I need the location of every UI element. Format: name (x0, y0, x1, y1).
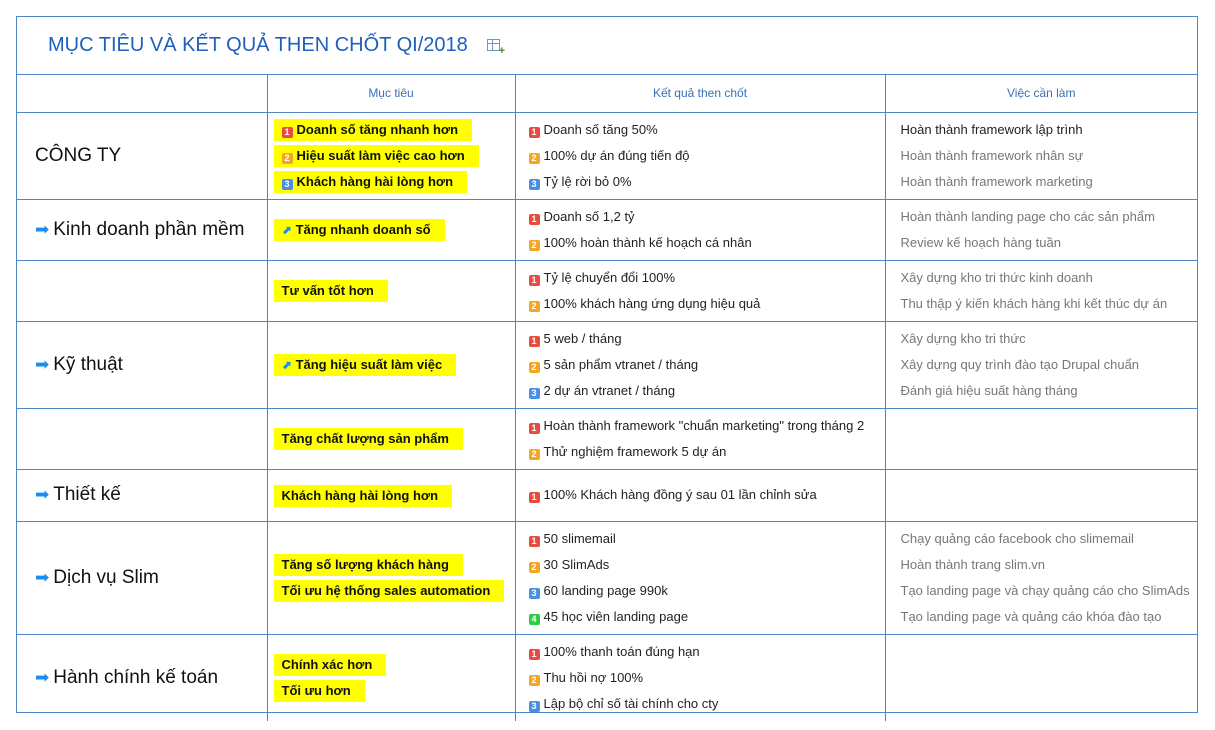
objective-highlight (274, 428, 463, 450)
department-name: CÔNG TY (35, 144, 122, 166)
objective-highlight (274, 485, 453, 507)
task-item[interactable]: Tạo landing page và chạy quảng cáo cho SlimAds (900, 582, 1190, 598)
number-badge: 1 (529, 336, 540, 347)
department-cell (17, 321, 267, 408)
key-result-text: Tỷ lệ rời bỏ 0% (543, 173, 632, 189)
tasks-cell (885, 199, 1197, 260)
key-results-cell (515, 469, 885, 521)
objective-text: Doanh số tăng nhanh hơn (296, 122, 459, 138)
tasks-cell (885, 321, 1197, 408)
objective-highlight (274, 171, 468, 193)
task-item[interactable]: Review kế hoạch hàng tuần (900, 234, 1061, 250)
key-result-item (529, 204, 885, 230)
key-result-text: Tỷ lệ chuyển đổi 100% (543, 269, 676, 285)
objective-item (274, 217, 515, 243)
task-item[interactable]: Đánh giá hiệu suất hàng tháng (900, 382, 1078, 398)
number-badge: 2 (529, 153, 540, 164)
number-badge: 1 (529, 649, 540, 660)
number-badge: 3 (529, 701, 540, 712)
key-result-item (529, 526, 885, 552)
objectives-cell (267, 408, 515, 469)
key-result-text: 2 dự án vtranet / tháng (543, 382, 676, 398)
key-result-item (529, 117, 885, 143)
objectives-cell (267, 321, 515, 408)
key-result-item (529, 439, 885, 465)
number-badge: 1 (529, 492, 540, 503)
objective-text: Hiệu suất làm việc cao hơn (296, 148, 465, 164)
objective-item (274, 117, 515, 143)
table-row (17, 260, 1197, 321)
department-cell (17, 260, 267, 321)
department-cell (17, 469, 267, 521)
key-result-item (529, 169, 885, 195)
objective-highlight (274, 680, 365, 702)
key-result-text: 5 sản phẩm vtranet / tháng (543, 356, 699, 372)
okr-table (17, 75, 1197, 721)
tasks-cell (885, 112, 1197, 199)
key-result-text: Thu hồi nợ 100% (543, 669, 644, 685)
number-badge: 2 (529, 301, 540, 312)
key-result-text: 50 slimemail (543, 530, 616, 546)
key-results-cell (515, 260, 885, 321)
key-results-cell (515, 521, 885, 634)
key-result-item (529, 143, 885, 169)
number-badge: 1 (529, 536, 540, 547)
objective-item (274, 482, 515, 508)
objective-text: Chính xác hơn (281, 657, 373, 673)
key-result-item (529, 691, 885, 717)
right-arrow-icon: ➡ (35, 567, 50, 587)
task-item[interactable]: Thu thập ý kiến khách hàng khi kết thúc dự án (900, 295, 1168, 311)
task-item[interactable]: Hoàn thành framework nhân sự (900, 147, 1084, 163)
department-cell (17, 199, 267, 260)
department-cell (17, 112, 267, 199)
key-results-cell (515, 112, 885, 199)
number-badge: 1 (282, 127, 293, 138)
objective-item (274, 652, 515, 678)
okr-panel (16, 16, 1198, 713)
header-key-results: Kết quả then chốt (515, 75, 885, 112)
objective-text: Tư vấn tốt hơn (281, 283, 374, 299)
objective-item (274, 578, 515, 604)
key-result-text: Thử nghiệm framework 5 dự án (543, 443, 727, 459)
number-badge: 3 (529, 388, 540, 399)
key-result-text: Doanh số tăng 50% (543, 121, 658, 137)
objective-highlight (274, 119, 473, 141)
tasks-cell (885, 408, 1197, 469)
objective-text: Khách hàng hài lòng hơn (281, 487, 439, 503)
department-cell (17, 408, 267, 469)
objective-item (274, 426, 515, 452)
number-badge: 2 (529, 562, 540, 573)
objective-highlight (274, 354, 457, 376)
right-arrow-icon: ➡ (35, 485, 50, 504)
task-item[interactable]: Hoàn thành framework lập trình (900, 121, 1083, 137)
objective-text: Tăng nhanh doanh số (295, 222, 431, 238)
objective-highlight (274, 219, 445, 241)
key-result-text: Doanh số 1,2 tỷ (543, 208, 635, 224)
department-name: Kỹ thuật (53, 353, 123, 375)
key-result-text: 60 landing page 990k (543, 582, 668, 598)
number-badge: 1 (529, 214, 540, 225)
department-cell (17, 634, 267, 721)
key-result-item (529, 378, 885, 404)
key-result-text: 100% khách hàng ứng dụng hiệu quả (543, 295, 761, 311)
task-item[interactable]: Xây dựng kho tri thức kinh doanh (900, 269, 1093, 285)
table-row (17, 112, 1197, 199)
number-badge: 3 (282, 179, 293, 190)
table-row (17, 199, 1197, 260)
number-badge: 1 (529, 423, 540, 434)
key-result-text: 5 web / tháng (543, 330, 622, 346)
key-result-item (529, 352, 885, 378)
key-result-item (529, 639, 885, 665)
key-result-item (529, 482, 885, 508)
key-result-item (529, 265, 885, 291)
key-results-cell (515, 408, 885, 469)
objectives-cell (267, 260, 515, 321)
right-arrow-icon: ➡ (35, 667, 50, 687)
number-badge: 4 (529, 614, 540, 625)
task-item[interactable]: Hoàn thành trang slim.vn (900, 556, 1046, 572)
title-bar (17, 17, 1197, 75)
task-item[interactable]: Xây dựng quy trình đào tạo Drupal chuẩn (900, 356, 1140, 372)
table-row (17, 321, 1197, 408)
number-badge: 3 (529, 588, 540, 599)
objective-item (274, 143, 515, 169)
key-result-item (529, 413, 885, 439)
key-results-cell (515, 199, 885, 260)
key-result-item (529, 230, 885, 256)
objective-text: Tối ưu hơn (281, 683, 351, 699)
number-badge: 1 (529, 127, 540, 138)
key-results-cell (515, 634, 885, 721)
number-badge: 1 (529, 275, 540, 286)
objectives-cell (267, 199, 515, 260)
add-table-icon[interactable] (487, 39, 500, 51)
key-result-item (529, 552, 885, 578)
key-result-item (529, 578, 885, 604)
key-result-item (529, 665, 885, 691)
objectives-cell (267, 521, 515, 634)
objective-highlight (274, 554, 463, 576)
objective-item (274, 352, 515, 378)
department-cell (17, 521, 267, 634)
table-header-row (17, 75, 1197, 112)
tasks-cell (885, 260, 1197, 321)
key-result-item (529, 291, 885, 317)
key-result-text: 100% hoàn thành kế hoạch cá nhân (543, 234, 752, 250)
number-badge: 2 (529, 449, 540, 460)
objective-item (274, 552, 515, 578)
key-result-text: Hoàn thành framework "chuẩn marketing" trong tháng 2 (543, 417, 865, 433)
key-results-cell (515, 321, 885, 408)
task-item[interactable]: Hoàn thành framework marketing (900, 173, 1093, 189)
table-row (17, 469, 1197, 521)
header-objective: Mục tiêu (267, 75, 515, 112)
department-name: Thiết kế (53, 484, 121, 505)
objective-item (274, 678, 515, 704)
task-item[interactable]: Xây dựng kho tri thức (900, 330, 1026, 346)
objective-text: Tăng chất lượng sản phẩm (281, 431, 449, 447)
department-name: Hành chính kế toán (53, 666, 219, 688)
tasks-cell (885, 469, 1197, 521)
objective-item (274, 169, 515, 195)
objective-highlight (274, 280, 388, 302)
objectives-cell (267, 112, 515, 199)
up-right-arrow-icon: ➡ (278, 356, 296, 374)
number-badge: 2 (529, 240, 540, 251)
tasks-cell (885, 521, 1197, 634)
header-tasks: Việc cần làm (885, 75, 1197, 112)
number-badge: 3 (529, 179, 540, 190)
key-result-item (529, 326, 885, 352)
key-result-text: 45 học viên landing page (543, 608, 689, 624)
key-result-text: 30 SlimAds (543, 556, 610, 572)
table-row (17, 634, 1197, 721)
objectives-cell (267, 469, 515, 521)
task-item[interactable]: Hoàn thành landing page cho các sản phẩm (900, 208, 1155, 224)
tasks-cell (885, 634, 1197, 721)
key-result-text: Lập bộ chỉ số tài chính cho cty (543, 695, 719, 711)
department-name: Kinh doanh phần mềm (53, 218, 245, 240)
header-dept (17, 75, 267, 112)
objective-text: Tăng số lượng khách hàng (281, 557, 449, 573)
right-arrow-icon: ➡ (35, 219, 50, 239)
number-badge: 2 (282, 153, 293, 164)
objectives-cell (267, 634, 515, 721)
key-result-text: 100% Khách hàng đồng ý sau 01 lần chỉnh sửa (543, 487, 817, 502)
up-right-arrow-icon: ➡ (278, 221, 296, 239)
key-result-item (529, 604, 885, 630)
number-badge: 2 (529, 675, 540, 686)
objective-item (274, 278, 515, 304)
department-name: Dịch vụ Slim (53, 566, 159, 588)
objective-highlight (274, 654, 387, 676)
objective-text: Tăng hiệu suất làm việc (295, 357, 443, 373)
okr-table-body (17, 112, 1197, 721)
objective-text: Tối ưu hệ thống sales automation (281, 583, 491, 599)
objective-text: Khách hàng hài lòng hơn (296, 174, 454, 190)
key-result-text: 100% dự án đúng tiến độ (543, 147, 690, 163)
task-item[interactable]: Chạy quảng cáo facebook cho slimemail (900, 530, 1134, 546)
key-result-text: 100% thanh toán đúng hạn (543, 643, 700, 659)
task-item[interactable]: Tạo landing page và quảng cáo khóa đào tạo (900, 608, 1162, 624)
table-row (17, 521, 1197, 634)
objective-highlight (274, 580, 505, 602)
table-row (17, 408, 1197, 469)
page-title: MỤC TIÊU VÀ KẾT QUẢ THEN CHỐT QI/2018 (48, 34, 468, 56)
number-badge: 2 (529, 362, 540, 373)
right-arrow-icon: ➡ (35, 354, 50, 374)
objective-highlight (274, 145, 479, 167)
